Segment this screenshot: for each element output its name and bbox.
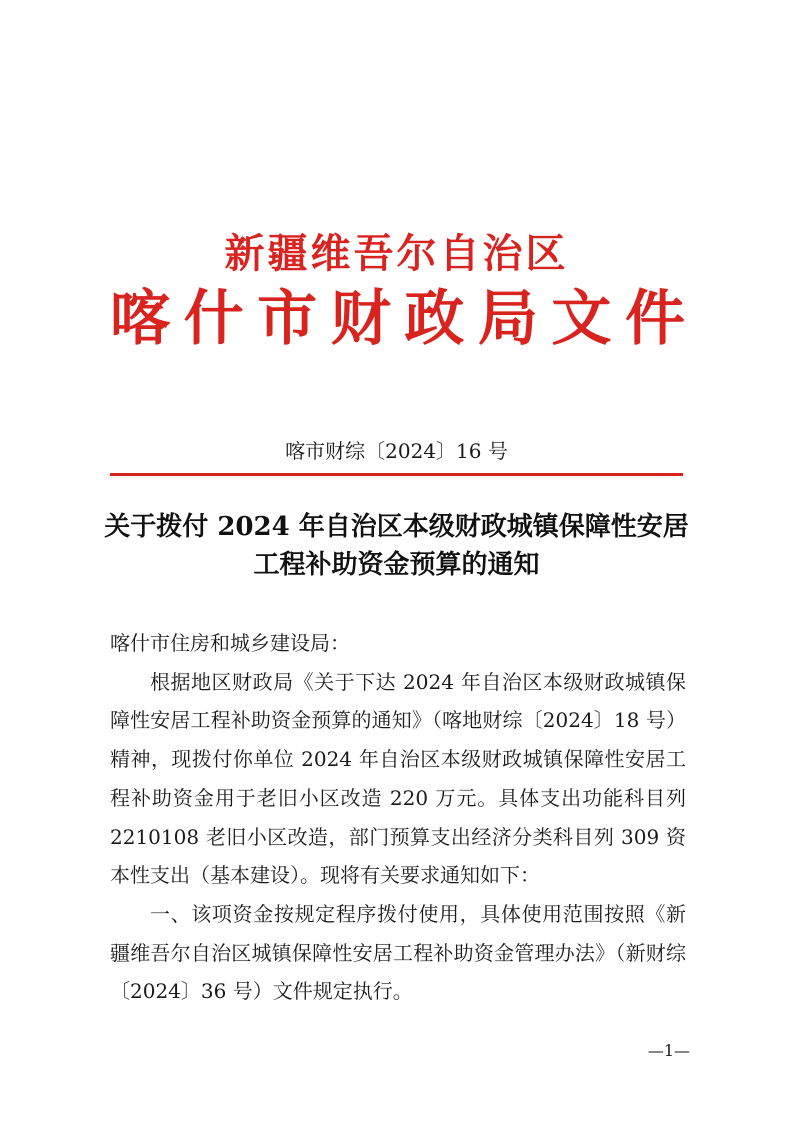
title-line: 关于拨付 2024 年自治区本级财政城镇保障性安居 xyxy=(104,512,689,542)
page-number: —1— xyxy=(647,1041,690,1060)
issuer-region: 新疆维吾尔自治区 xyxy=(224,230,569,277)
issuer-title-char: 件 xyxy=(624,284,685,354)
document-title xyxy=(60,508,733,584)
document-number: 喀市财综〔2024〕16 号 xyxy=(285,439,508,463)
document-body xyxy=(110,624,686,1011)
red-divider xyxy=(110,473,683,476)
issuer-title-char: 政 xyxy=(404,284,465,354)
body-paragraph: 根据地区财政局《关于下达 2024 年自治区本级财政城镇保障性安居工程补助资金预算的通知》（喀地财综〔2024〕18 号）精神，现拨付你单位 2024 年自治区本级财政城镇保障性安居工程补助资金用于老旧小区改造 220 万元。具体支出功能科目列 2210108 老旧小区改造，部门预算支出经济分类科目列 309 资本性支出（基本建设）。现将有关要求通知如下： xyxy=(110,669,686,888)
issuer-title-char: 财 xyxy=(330,284,391,354)
body-paragraph: 一、该项资金按规定程序拨付使用，具体使用范围按照《新疆维吾尔自治区城镇保障性安居工程补助资金管理办法》（新财综〔2024〕36 号）文件规定执行。 xyxy=(110,901,686,1004)
issuer-title-char: 喀 xyxy=(110,284,170,354)
issuer-title xyxy=(110,284,685,354)
issuer-title-char: 什 xyxy=(183,284,244,354)
issuer-title-char: 文 xyxy=(551,284,612,354)
title-line: 工程补助资金预算的通知 xyxy=(253,550,540,580)
issuer-title-char: 市 xyxy=(257,284,318,354)
issuer-title-char: 局 xyxy=(477,284,538,354)
salutation: 喀什市住房和城乡建设局： xyxy=(110,631,350,655)
